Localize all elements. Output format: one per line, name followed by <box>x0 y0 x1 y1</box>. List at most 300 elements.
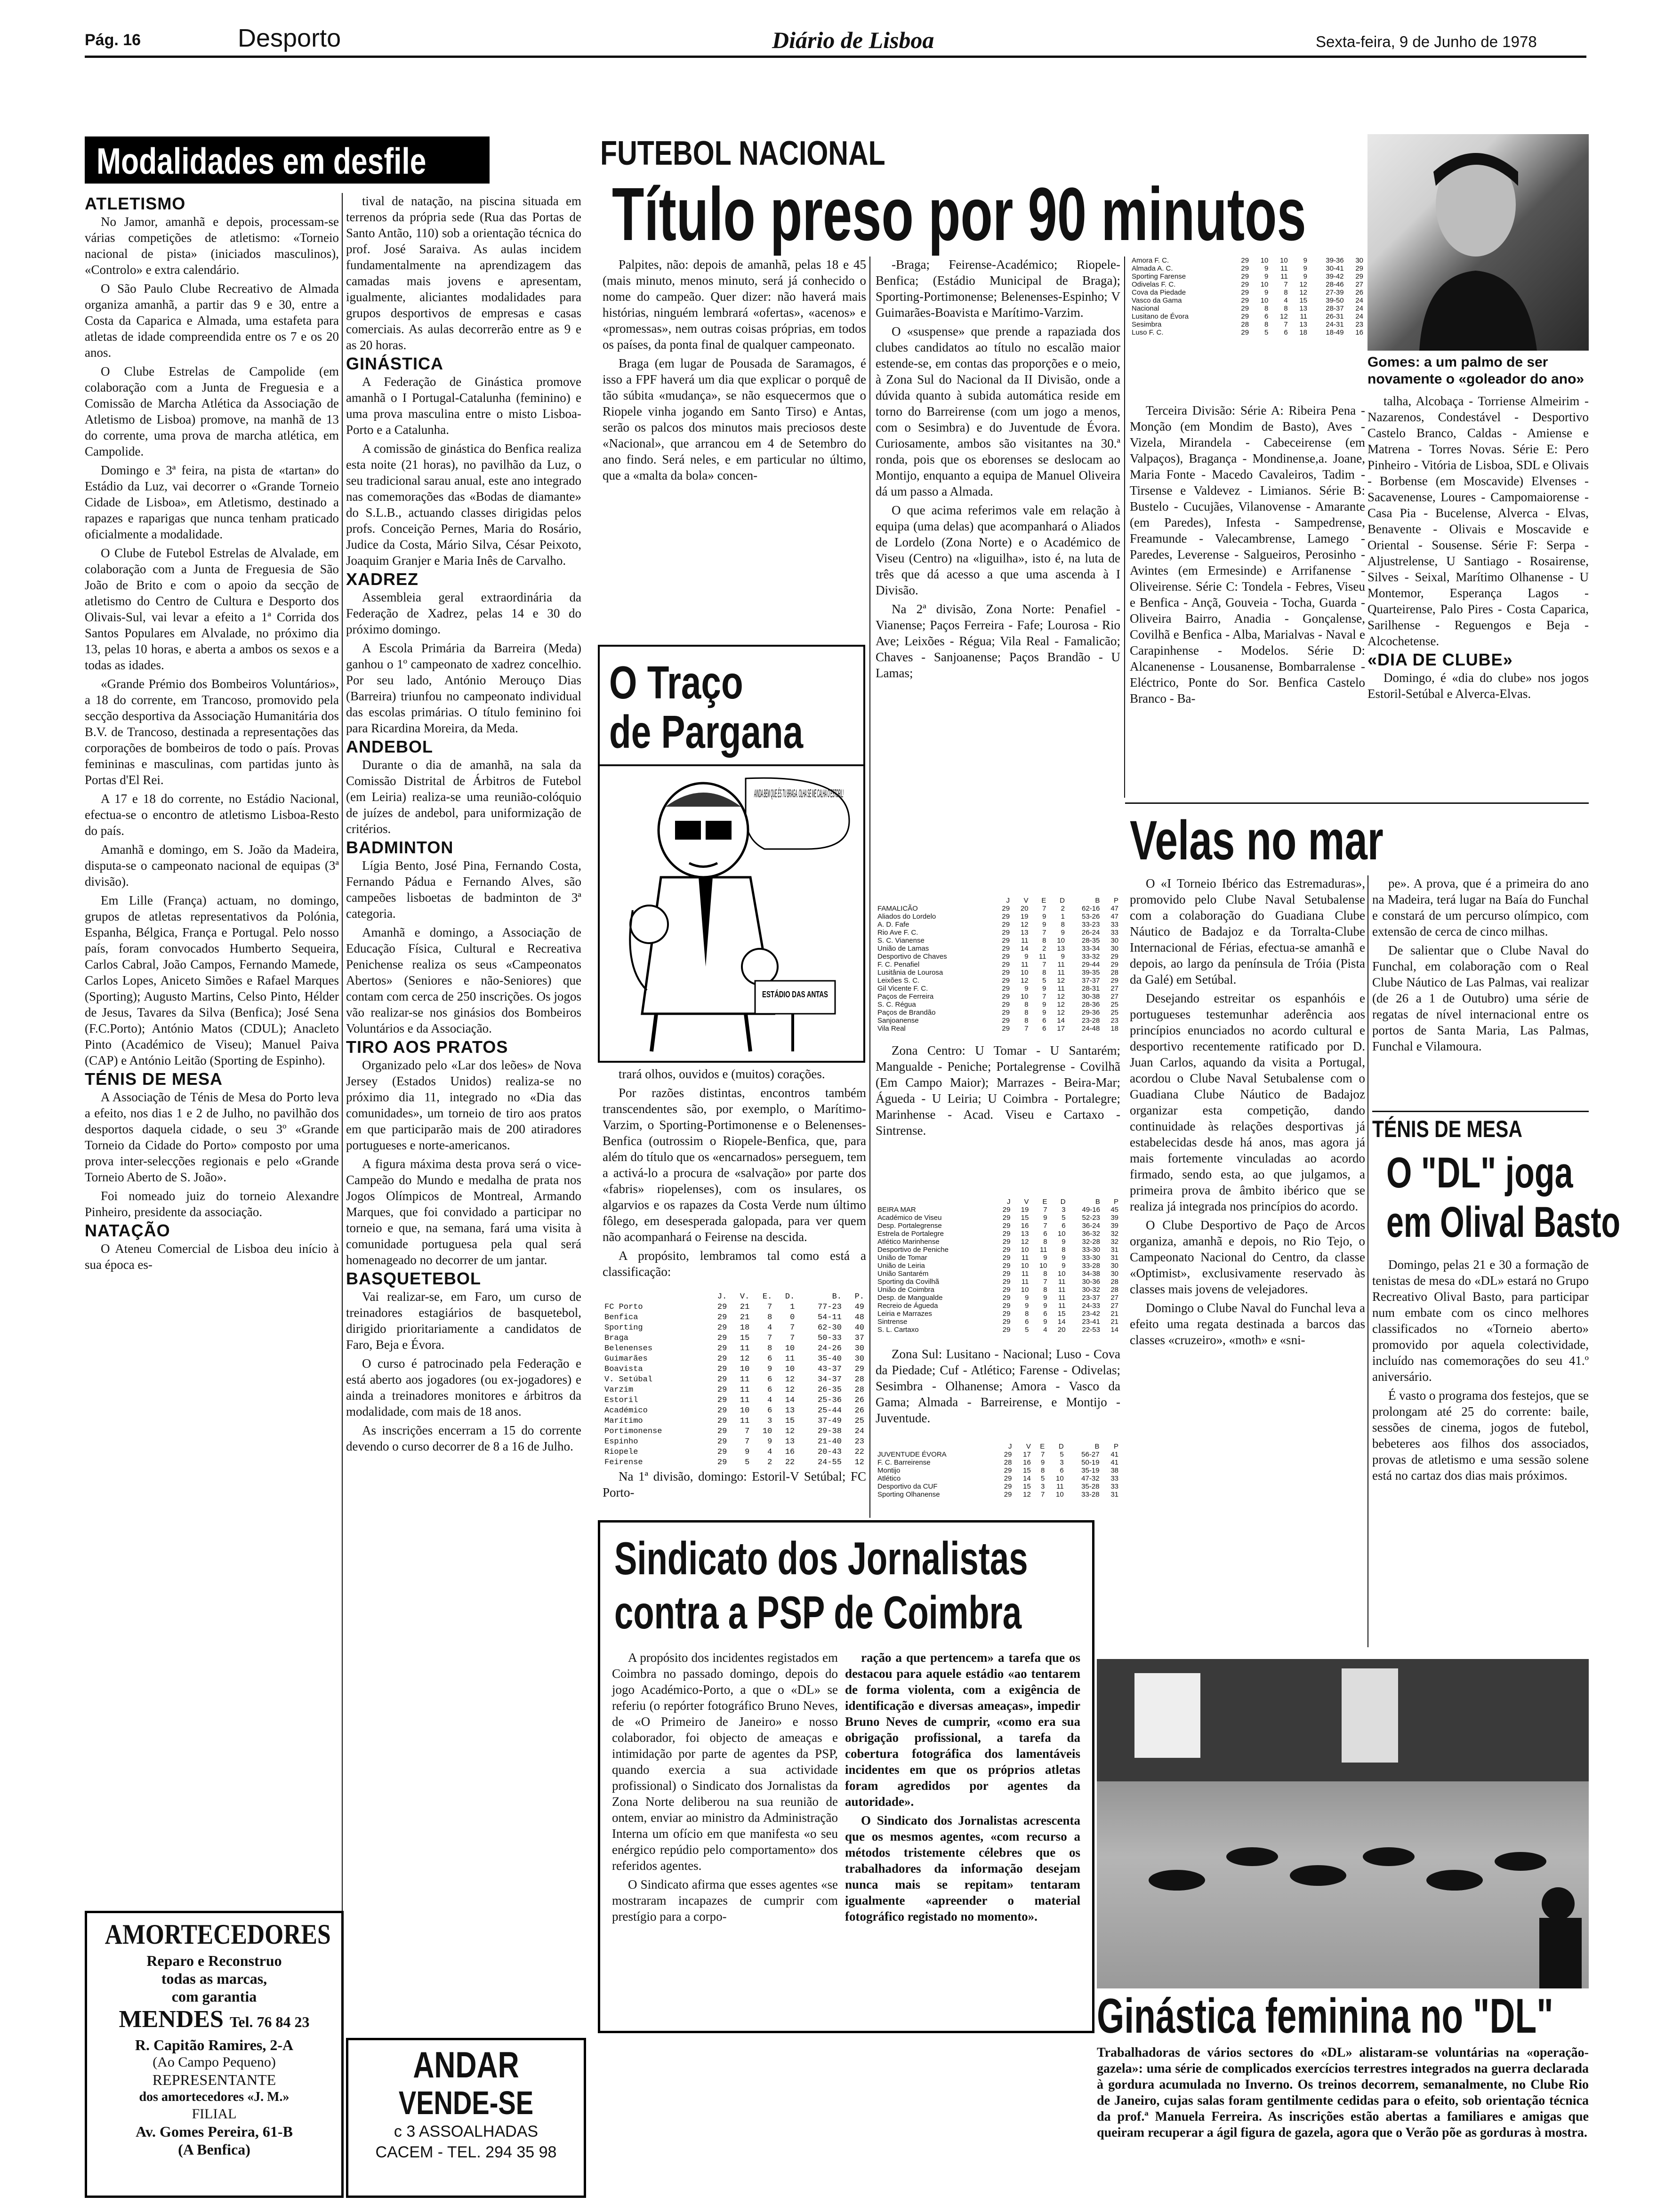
stat-cell: 15 <box>740 1334 750 1343</box>
stat-cell: 29 <box>717 1344 727 1353</box>
team-name-cell: Varzim <box>604 1386 634 1395</box>
section-heading: XADREZ <box>346 569 419 589</box>
team-name-cell: Cova da Piedade <box>1132 289 1186 297</box>
ad-address: Av. Gomes Pereira, 61-B <box>136 2123 293 2140</box>
stat-cell: 26 <box>854 1396 864 1405</box>
stat-cell: 18 <box>1110 1025 1118 1033</box>
futebol-column-1b <box>603 1066 866 1287</box>
paragraph: Domingo, é «dia do clube» nos jogos Estoril-Setúbal e Alverca-Elvas. <box>1367 671 1589 701</box>
stat-cell: 32-28 <box>1082 1238 1100 1246</box>
stat-cell: 17 <box>1057 1025 1065 1033</box>
paragraph: De salientar que o Clube Naval do Funchal, em colaboração com o Real Clube Náutico de Las Palmas, vai realizar (de 26 a 1 de Outubro) uma série de regatas de nível internacional entre os portos de Santa Maria, Las Palmas, Funchal e Vilamoura. <box>1372 943 1589 1053</box>
stat-cell: 9 <box>1043 1254 1047 1262</box>
stat-cell: 10 <box>1056 1475 1064 1483</box>
page-number: Pág. 16 <box>85 31 141 49</box>
stat-cell: 33-30 <box>1082 1246 1100 1254</box>
stat-cell: 13 <box>1299 305 1308 313</box>
newspaper-name: Diário de Lisboa <box>772 27 934 53</box>
table-header-cell: E. <box>762 1292 772 1301</box>
table-row <box>876 1483 1120 1491</box>
stat-cell: 30 <box>1110 1262 1118 1270</box>
stat-cell: 11 <box>1300 313 1308 321</box>
stat-cell: 8 <box>1042 969 1046 977</box>
team-name-cell: Académico de Viseu <box>877 1214 942 1222</box>
stat-cell: 5 <box>1025 1326 1029 1334</box>
stat-cell: 29 <box>1002 1246 1011 1254</box>
stat-cell: 29 <box>1241 272 1249 281</box>
ginastica-body: Trabalhadoras de vários sectores do «DL» alistaram-se voluntárias na «operação-gazela»: uma série de complicados exercícios terrestres integrados na guerra declarada à gordura acumulada no Inverno. Os treinos decorrem, semanalmente, no Clube Rio de Janeiro, cujas salas foram gentilmente cedidas para o efeito, sob orientação técnica da prof.ª Manuela Ferreira. As inscrições estão abertas a familiares e amigas que queiram recuperar a ágil figura de gazela, agora que o Verão põe as gorduras à mostra. <box>1097 2045 1589 2140</box>
velas-headline: Velas no mar <box>1130 809 1384 872</box>
stat-cell: 13 <box>785 1437 795 1446</box>
paragraph: ração a que pertencem» a tarefa que os destacou para aquele estádio «ao tentarem de forma violenta, com a exigência de identificação e diversas ameaças», impedir Bruno Neves de cumprir, «como era sua obrigação profissional, a tarefa da cobertura fotográfica dos lamentáveis incidentes em que os próprios atletas foram agredidos por agentes da autoridade». <box>845 1651 1080 1809</box>
stat-cell: 4 <box>767 1323 772 1332</box>
table-row <box>876 929 1120 937</box>
team-name-cell: JUVENTUDE ÉVORA <box>877 1451 947 1459</box>
gymnasts-figures <box>1097 1659 1589 1988</box>
stat-cell: 29 <box>1002 1001 1010 1009</box>
table-row <box>603 1313 866 1323</box>
team-name-cell: Lusitânia de Lourosa <box>877 969 943 977</box>
stat-cell: 12 <box>1020 921 1029 929</box>
team-name-cell: Sesimbra <box>1132 321 1162 329</box>
table-row <box>876 1238 1120 1246</box>
stat-cell: 30-41 <box>1326 264 1344 272</box>
stat-cell: 5 <box>1040 1475 1045 1483</box>
stat-cell: 8 <box>767 1344 772 1353</box>
ad-line: com garantia <box>171 1988 257 2005</box>
futebol-column-1c <box>603 1468 866 1515</box>
stat-cell: 8 <box>1043 1238 1047 1246</box>
stat-cell: 41 <box>1110 1459 1118 1467</box>
paragraph: Amanhã e domingo, a Associação de Educação Física, Cultural e Recreativa Penichense realiza os seus «Campeonatos Abertos» (Seniores e não-Seniores) que contam com cerca de 250 inscrições. Os jogos vão realizar-se nos ginásios dos Bombeiros Voluntários e da Associação. <box>346 925 581 1035</box>
table-row <box>876 1001 1120 1009</box>
stat-cell: 33 <box>1110 929 1118 937</box>
stat-cell: 7 <box>745 1437 750 1446</box>
modalidades-column-2 <box>346 193 581 1826</box>
stat-cell: 23-42 <box>1082 1310 1100 1318</box>
stat-cell: 29 <box>1002 969 1010 977</box>
stat-cell: 5 <box>1264 329 1269 337</box>
stat-cell: 9 <box>1024 953 1029 961</box>
stat-cell: 4 <box>1043 1326 1047 1334</box>
sindicato-column-1 <box>612 1650 838 2017</box>
stat-cell: 2 <box>767 1458 772 1467</box>
stat-cell: 29 <box>717 1313 727 1322</box>
stat-cell: 1 <box>1061 913 1065 921</box>
stat-cell: 29 <box>1002 961 1010 969</box>
table-row <box>1130 305 1365 313</box>
stat-cell: 30-32 <box>1082 1286 1100 1294</box>
stat-cell: 29 <box>1110 961 1118 969</box>
stat-cell: 22-53 <box>1082 1326 1100 1334</box>
paragraph: Domingo, pelas 21 e 30 a formação de tenistas de mesa do «DL» estará no Grupo Recreativo Olival Basto, para participar num embate com os cinco melhores classificados no «Torneio aberto» promovido por aquela colectividade, incluído nas comemorações do seu 41.º aniversário. <box>1372 1258 1589 1384</box>
paragraph: Terceira Divisão: Série A: Ribeira Pena - Monção (em Mondim de Basto), Aves - Vizela, Mirandela - Cabeceirense (em Valpaços), Bragança - Mondinense,a. Joane, Maria Fonte - Macedo Cavaleiros, Tadim - Tirsense e Valdevez - Limianos. Série B: Bustelo - Cucujães, Vilanovense - Amarante (em Paredes), Infesta - Sampedrense, Freamunde - Valecambrense, Lamego - Paredes, Leverense - Salgueiros, Perosinho - Avintes (em Ermesinde) e Arrifanense - Oliveirense. Série C: Tondela - Febres, Viseu e Benfica - Ançã, Gouveia - Tocha, Guarda - Oliveira Bairro, Anadia - Gonçalense, Covilhã e Benfica - Alba, Marialvas - Naval e Carapinhense - Modelos. Série D: Alcanenense - Lousanense, Bombarralense - Eléctrico, Ponte do Sor. Benfica Castelo Branco - Ba- <box>1130 403 1365 705</box>
column-divider <box>869 256 870 1518</box>
stat-cell: 12 <box>1057 1009 1065 1017</box>
team-name-cell: Desportivo de Chaves <box>877 953 947 961</box>
stat-cell: 47 <box>1110 913 1118 921</box>
stat-cell: 37-49 <box>817 1417 842 1426</box>
stat-cell: 10 <box>1021 1262 1029 1270</box>
stat-cell: 35-28 <box>1081 1483 1100 1491</box>
paragraph: É vasto o programa dos festejos, que se prolongam até 25 do corrente: baile, sessões de cinema, jogos de futebol, bebeteres aos filhos dos associados, provas de atletismo e uma sessão solene está no cartaz dos dias mais próximos. <box>1372 1388 1589 1483</box>
team-name-cell: BEIRA MAR <box>877 1206 916 1214</box>
stat-cell: 29 <box>1241 281 1249 289</box>
table-header-cell <box>876 897 993 905</box>
paragraph: O que acima referimos vale em relação à equipa (uma delas) que acompanhará o Aliados de Lordelo (Zona Norte) e o Académico de Viseu (Centro) na «liguilha», isto é, na luta de três que dá acesso a que uma ascenda à I Divisão. <box>876 503 1120 597</box>
stat-cell: 56-27 <box>1081 1451 1100 1459</box>
stat-cell: 10 <box>1056 1491 1064 1499</box>
stat-cell: 29 <box>717 1375 727 1384</box>
stat-cell: 11 <box>1280 264 1288 272</box>
stat-cell: 16 <box>785 1448 795 1457</box>
stat-cell: 10 <box>1021 1286 1029 1294</box>
stat-cell: 10 <box>1039 1262 1047 1270</box>
team-name-cell: F. C. Penafiel <box>877 961 920 969</box>
stat-cell: 33-23 <box>1081 921 1100 929</box>
stat-cell: 24-48 <box>1081 1025 1100 1033</box>
stat-cell: 29-36 <box>1081 1009 1100 1017</box>
stat-cell: 16 <box>1021 1222 1029 1230</box>
paragraph: Em Lille (França) actuam, no domingo, grupos de atletas representativos da Polónia, Espanha, Bélgica, França e Portugal. Pelo nosso país, foram convocados Humberto Sequeira, Carlos Cabral, João Campos, Fernando Mamede, Carlos Lopes, Aniceto Simões e Rafael Marques (Sporting); Augusto Martins, Celso Pinto, Hélder de Jesus, Tavares da Silva (Benfica); José Sena (F.C.Porto); António Matos (CDUL); Anacleto Pinto (Académico de Viseu); Manuel Paiva (CAP) e António Leitão (Sporting de Espinho). <box>85 893 339 1067</box>
stat-cell: 7 <box>790 1323 795 1332</box>
stat-cell: 29 <box>1002 1318 1011 1326</box>
stat-cell: 30 <box>1110 1270 1118 1278</box>
stat-cell: 29 <box>1241 289 1249 297</box>
paragraph: Amanhã e domingo, em S. João da Madeira, disputa-se o campeonato nacional de equipas (3ª divisão). <box>85 842 339 889</box>
table-row <box>876 1254 1120 1262</box>
stat-cell: 29 <box>1002 1262 1011 1270</box>
team-name-cell: União de Leiria <box>877 1262 925 1270</box>
stat-cell: 5 <box>745 1458 750 1467</box>
stat-cell: 26-31 <box>1326 313 1344 321</box>
table-header-cell: J <box>1006 1198 1011 1206</box>
cartoon-box <box>598 645 865 1063</box>
stat-cell: 14 <box>785 1396 795 1405</box>
stat-cell: 16 <box>1355 329 1363 337</box>
stat-cell: 36-32 <box>1082 1230 1100 1238</box>
stat-cell: 6 <box>1043 1310 1047 1318</box>
stat-cell: 34-38 <box>1082 1270 1100 1278</box>
stat-cell: 29 <box>1002 1214 1011 1222</box>
team-name-cell: Atlético <box>877 1475 901 1483</box>
stat-cell: 14 <box>1023 1475 1031 1483</box>
stat-cell: 29 <box>717 1303 727 1312</box>
stat-cell: 9 <box>1303 264 1308 272</box>
table-row <box>876 905 1120 913</box>
ad-andar-rooms: c 3 ASSOALHADAS <box>394 2123 539 2140</box>
table-row <box>876 1326 1120 1334</box>
stat-cell: 8 <box>767 1313 772 1322</box>
paragraph: Na 1ª divisão, domingo: Estoril-V Setúbal; FC Porto- <box>603 1469 866 1499</box>
stat-cell: 29-38 <box>817 1427 842 1436</box>
team-name-cell: F. C. Barreirense <box>877 1459 931 1467</box>
stat-cell: 27 <box>1110 985 1118 993</box>
team-name-cell: Académico <box>604 1406 648 1415</box>
stat-cell: 33-28 <box>1081 1491 1100 1499</box>
stat-cell: 50-19 <box>1081 1459 1100 1467</box>
table-row <box>1130 297 1365 305</box>
section-heading: TIRO AOS PRATOS <box>346 1037 508 1057</box>
paragraph: -Braga; Feirense-Académico; Riopele-Benfica; (Estádio Municipal de Braga); Sporting-Portimonense; Belenenses-Espinho; V Guimarães-Boavista e Marítimo-Varzim. <box>876 257 1120 320</box>
table-row <box>1130 264 1365 272</box>
column-divider <box>1367 875 1368 1647</box>
paragraph: Foi nomeado juiz do torneio Alexandre Pinheiro, presidente da associação. <box>85 1189 339 1219</box>
stat-cell: 29 <box>1241 256 1249 264</box>
section-heading: ANDEBOL <box>346 737 433 756</box>
stat-cell: 4 <box>767 1448 772 1457</box>
stat-cell: 29 <box>1002 977 1010 985</box>
stat-cell: 4 <box>767 1396 772 1405</box>
stat-cell: 62-16 <box>1081 905 1100 913</box>
table-row <box>603 1458 866 1468</box>
paragraph: No Jamor, amanhã e depois, processam-se várias competições de atletismo: «Torneio nacional de pista» (iniciados masculinos), «Controlo» e extra calendário. <box>85 215 339 277</box>
stat-cell: 26 <box>1355 289 1363 297</box>
stat-cell: 7 <box>1043 1206 1047 1214</box>
stat-cell: 29 <box>1002 1310 1011 1318</box>
stat-cell: 10 <box>1260 297 1269 305</box>
stat-cell: 27 <box>1110 1302 1118 1310</box>
stat-cell: 28 <box>1110 1286 1118 1294</box>
south-zone-table <box>876 1443 1120 1499</box>
stat-cell: 12 <box>854 1458 864 1467</box>
stat-cell: 13 <box>1020 929 1029 937</box>
table-row <box>603 1354 866 1364</box>
stat-cell: 11 <box>740 1375 750 1384</box>
tenis-headline-1: O "DL" joga <box>1386 1149 1573 1197</box>
team-name-cell: Nacional <box>1132 305 1159 313</box>
table-row <box>876 1025 1120 1033</box>
stat-cell: 2 <box>1061 905 1065 913</box>
team-name-cell: Odivelas F. C. <box>1132 281 1176 289</box>
stat-cell: 29 <box>854 1365 864 1374</box>
stat-cell: 23 <box>1110 1017 1118 1025</box>
south-zone-table-cont <box>1130 256 1365 337</box>
cartoon-illustration <box>604 769 859 1056</box>
stat-cell: 7 <box>1284 281 1288 289</box>
stat-cell: 8 <box>1024 1001 1029 1009</box>
stat-cell: 8 <box>1061 921 1065 929</box>
stat-cell: 29 <box>717 1458 727 1467</box>
team-name-cell: Leiria e Marrazes <box>877 1310 932 1318</box>
table-row <box>876 1230 1120 1238</box>
table-row <box>876 1459 1120 1467</box>
team-name-cell: Leixões S. C. <box>877 977 920 985</box>
stat-cell: 29 <box>717 1406 727 1415</box>
sindicato-column-2 <box>845 1650 1080 2017</box>
stat-cell: 12 <box>1280 313 1288 321</box>
player-photo <box>1367 134 1589 351</box>
stat-cell: 21 <box>1110 1318 1118 1326</box>
table-header-cell: D. <box>785 1292 795 1301</box>
stat-cell: 30 <box>1110 945 1118 953</box>
stat-cell: 10 <box>1021 1246 1029 1254</box>
stat-cell: 6 <box>1284 329 1288 337</box>
team-name-cell: Desp. de Mangualde <box>877 1294 943 1302</box>
stat-cell: 13 <box>1057 945 1065 953</box>
stat-cell: 24-26 <box>817 1344 842 1353</box>
stat-cell: 30 <box>854 1344 864 1353</box>
futebol-column-2c <box>876 1346 1120 1440</box>
ad-andar-phone: CACEM - TEL. 294 35 98 <box>375 2143 557 2161</box>
table-header-cell: B <box>1094 1443 1100 1451</box>
stat-cell: 9 <box>1043 1302 1047 1310</box>
futebol-column-1a <box>603 256 866 642</box>
andar-ad <box>346 2038 586 2198</box>
stat-cell: 28 <box>854 1386 864 1395</box>
team-name-cell: Amora F. C. <box>1132 256 1169 264</box>
stat-cell: 9 <box>1043 1294 1047 1302</box>
table-row <box>1130 272 1365 281</box>
futebol-column-3b <box>1367 393 1589 800</box>
stat-cell: 9 <box>1043 1214 1047 1222</box>
table-header-row <box>603 1292 866 1302</box>
stat-cell: 7 <box>767 1334 772 1343</box>
stat-cell: 11 <box>1021 1278 1029 1286</box>
stat-cell: 29 <box>1002 1278 1011 1286</box>
stat-cell: 29 <box>1002 1017 1010 1025</box>
stat-cell: 9 <box>1303 272 1308 281</box>
stat-cell: 24 <box>1355 313 1363 321</box>
stat-cell: 9 <box>1024 985 1029 993</box>
stat-cell: 28-31 <box>1081 985 1100 993</box>
stat-cell: 29 <box>1002 1206 1011 1214</box>
stat-cell: 29 <box>717 1417 727 1426</box>
team-name-cell: Riopele <box>604 1448 638 1457</box>
stat-cell: 13 <box>1021 1230 1029 1238</box>
table-row <box>603 1406 866 1416</box>
stat-cell: 29 <box>1002 1294 1011 1302</box>
futebol-kicker: FUTEBOL NACIONAL <box>600 135 885 172</box>
paragraph: Palpites, não: depois de amanhã, pelas 18 e 45 (mais minuto, menos minuto, será já conhecido o nome do campeão. Quer dizer: não haverá mais histórias, ninguém lembrará «ofertas», «acenos» e «promessas», nem outras coisas próprias, em todos os países, da ponta final de qualquer campeonato. <box>603 257 866 352</box>
ad-phone: Tel. 76 84 23 <box>229 2013 310 2030</box>
table-row <box>603 1395 866 1406</box>
stat-cell: 12 <box>1299 281 1308 289</box>
stat-cell: 9 <box>767 1437 772 1446</box>
table-row <box>876 985 1120 993</box>
table-row <box>876 1451 1120 1459</box>
stat-cell: 12 <box>1057 977 1065 985</box>
stat-cell: 29 <box>1002 905 1010 913</box>
stat-cell: 30-36 <box>1082 1278 1100 1286</box>
centre-zone-table <box>876 1198 1120 1334</box>
stat-cell: 29 <box>1002 1254 1011 1262</box>
stat-cell: 29 <box>1241 264 1249 272</box>
table-header-cell: J. <box>717 1292 727 1301</box>
stat-cell: 7 <box>1043 1278 1047 1286</box>
stat-cell: 11 <box>1038 953 1046 961</box>
section-heading: BASQUETEBOL <box>346 1269 482 1288</box>
paragraph: Lígia Bento, José Pina, Fernando Costa, Fernando Pádua e Fernando Alves, são campeões lisboetas de badminton de 3ª categoria. <box>346 858 581 921</box>
stat-cell: 41 <box>1110 1451 1118 1459</box>
stat-cell: 29 <box>1110 953 1118 961</box>
cartoon-title-rule <box>600 764 863 766</box>
cartoon-title-2: de Pargana <box>609 706 804 758</box>
stat-cell: 11 <box>740 1386 750 1395</box>
stat-cell: 11 <box>1058 1278 1066 1286</box>
stat-cell: 29 <box>1002 945 1010 953</box>
stat-cell: 29 <box>1002 1025 1010 1033</box>
stat-cell: 37 <box>854 1334 864 1343</box>
stat-cell: 10 <box>1057 1230 1066 1238</box>
table-row <box>876 1467 1120 1475</box>
stat-cell: 6 <box>767 1406 772 1415</box>
table-row <box>603 1375 866 1385</box>
stat-cell: 9 <box>1040 1459 1045 1467</box>
team-name-cell: Aliados do Lordelo <box>877 913 936 921</box>
stat-cell: 13 <box>785 1406 795 1415</box>
paragraph: Organizado pelo «Lar dos leões» de Nova Jersey (Estados Unidos) realiza-se no próximo dia 11, integrado no «Dia das comunidades», um torneio de tiro aos pratos em que participarão mais de 200 atiradores portugueses e norte-americanos. <box>346 1058 581 1152</box>
stat-cell: 2 <box>1042 945 1046 953</box>
table-row <box>1130 329 1365 337</box>
paragraph: Desejando estreitar os espanhóis e portugueses testemunhar aderência aos princípios enunciados no acordo cultural e desportivo recentemente ratificado por D. Juan Carlos, aquando da visita a Portugal, acordou o Clube Naval Setubalense com o Guadiana Clube Náutico de Badajoz organizar esta competição, dando continuidade às relações desportivas já estabelecidas desde há anos, mas agora já mais fortemente vinculadas ao acordo firmado, sendo esta, ao que julgamos, a primeira prova de âmbito ibérico que se realiza já integrada nos princípios do acordo. <box>1130 991 1365 1213</box>
stat-cell: 28 <box>1004 1459 1012 1467</box>
table-row <box>603 1302 866 1313</box>
stat-cell: 10 <box>1020 993 1029 1001</box>
ginastica-photo <box>1097 1659 1589 1988</box>
table-row <box>876 1206 1120 1214</box>
stat-cell: 21 <box>1110 1310 1118 1318</box>
stat-cell: 23 <box>1355 321 1363 329</box>
stat-cell: 23-37 <box>1082 1294 1100 1302</box>
stat-cell: 5 <box>1062 1214 1066 1222</box>
stat-cell: 33 <box>1110 1483 1118 1491</box>
stat-cell: 35-19 <box>1081 1467 1100 1475</box>
stat-cell: 11 <box>1057 985 1065 993</box>
stat-cell: 27-39 <box>1326 289 1344 297</box>
stat-cell: 12 <box>785 1386 795 1395</box>
team-name-cell: Sintrense <box>877 1318 908 1326</box>
stat-cell: 45 <box>1110 1206 1118 1214</box>
stat-cell: 12 <box>785 1375 795 1384</box>
stat-cell: 29 <box>1002 929 1010 937</box>
team-name-cell: Almada A. C. <box>1132 264 1173 272</box>
paragraph: A Federação de Ginástica promove amanhã o I Portugal-Catalunha (feminino) e uma prova masculina entre o misto Lisboa-Porto e a Catalunha. <box>346 375 581 437</box>
stat-cell: 38 <box>1110 1467 1118 1475</box>
stat-cell: 35-40 <box>817 1354 842 1363</box>
stat-cell: 29 <box>1004 1467 1012 1475</box>
table-row <box>876 1246 1120 1254</box>
tenis-headline-2: em Olival Basto <box>1386 1198 1621 1246</box>
issue-date: Sexta-feira, 9 de Junho de 1978 <box>1316 33 1537 50</box>
stat-cell: 29 <box>717 1323 727 1332</box>
team-name-cell: Paços de Brandão <box>877 1009 936 1017</box>
paragraph: O Clube Desportivo de Paço de Arcos organiza, amanhã e depois, no Rio Tejo, o Campeonato Nacional do Centro, da classe «Optimist», exclusivamente reservado às classes mais jovens de velejadores. <box>1130 1218 1365 1296</box>
stat-cell: 77-23 <box>817 1303 842 1312</box>
stat-cell: 33-28 <box>1082 1262 1100 1270</box>
table-header-cell: E <box>1040 1443 1045 1451</box>
stat-cell: 49-16 <box>1082 1206 1100 1214</box>
stat-cell: 15 <box>1021 1214 1029 1222</box>
stat-cell: 25 <box>1110 1001 1118 1009</box>
table-row <box>603 1364 866 1375</box>
table-header-cell: D <box>1058 1443 1064 1451</box>
table-header-cell <box>876 1443 995 1451</box>
paragraph: O Clube Estrelas de Campolide (em colaboração com a Junta de Freguesia e a Comissão de Marcha Atlética da Associação de Atletismo de Lisboa) promove, na manhã de 13 do corrente, uma prova de marcha atlética, em Campolide. <box>85 364 339 458</box>
table-row <box>603 1416 866 1427</box>
table-header-cell: V <box>1024 1198 1029 1206</box>
velas-column-1 <box>1130 875 1365 1652</box>
stat-cell: 12 <box>1057 993 1065 1001</box>
table-row <box>876 1294 1120 1302</box>
paragraph: Por razões distintas, encontros também transcendentes são, por exemplo, o Marítimo-Varzim, o Sporting-Portimonense e o Belenenses-Benfica (outrossim o Riopele-Benfica, que, para além do título que os «encarnados» perseguem, tem a activá-lo a procura de «salvação» por parte dos «fabris» riopelenses), com os insulares, os algarvios e os rapazes da Costa Verde num último fôlego, em desesperada galopada, para ver quem não acompanhará o Feirense na descida. <box>603 1086 866 1244</box>
table-row <box>876 921 1120 929</box>
stat-cell: 54-11 <box>817 1313 842 1322</box>
futebol-column-2b <box>876 1042 1120 1198</box>
stat-cell: 29 <box>1004 1483 1012 1491</box>
stat-cell: 12 <box>785 1427 795 1436</box>
futebol-column-3a <box>1130 402 1365 800</box>
